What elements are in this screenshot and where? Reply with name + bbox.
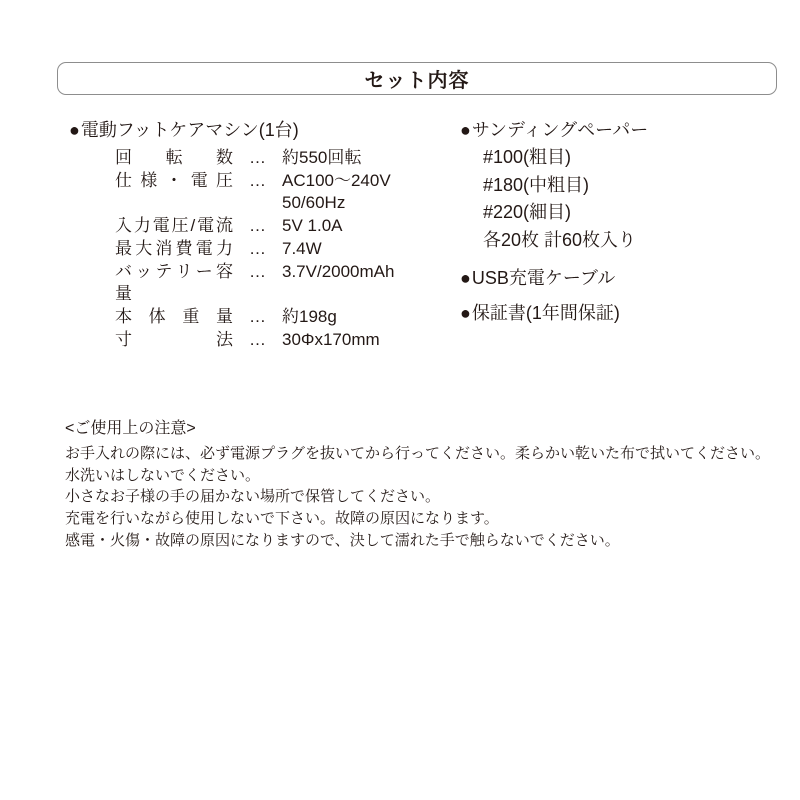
sanding-heading	[460, 118, 648, 142]
spec-label: 最大消費電力	[115, 238, 233, 258]
spec-value: 3.7V/2000mAh	[282, 261, 395, 281]
spec-label: 寸法	[115, 329, 233, 349]
sanding-items-list	[483, 144, 648, 254]
list-item: #100(粗目)	[483, 147, 572, 167]
section-title: セット内容	[364, 70, 470, 92]
list-item: 各20枚 計60枚入り	[483, 229, 637, 250]
bullet-icon: ●	[460, 303, 471, 323]
spec-label: 仕様・電圧	[115, 170, 233, 190]
spec-value: 約550回転	[282, 148, 362, 167]
spec-row-voltage	[115, 170, 394, 193]
spec-separator: …	[249, 261, 266, 281]
spec-row-battery	[115, 261, 394, 306]
spec-value: 50/60Hz	[282, 193, 346, 213]
spec-separator: …	[249, 238, 266, 258]
spec-row-weight	[115, 306, 394, 329]
usage-note-line: 感電・火傷・故障の原因になりますので、決して濡れた手で触らないでください。	[65, 531, 620, 549]
usb-cable-label: USB充電ケーブル	[471, 268, 616, 288]
spec-label: 本体重量	[115, 306, 233, 326]
spec-value: 約198g	[282, 306, 337, 326]
spec-value: 5V 1.0A	[282, 216, 343, 236]
machine-section	[69, 118, 394, 351]
usage-note-line: 水洗いはしないでください。	[65, 466, 261, 484]
spec-separator: …	[249, 216, 266, 236]
spec-label: 回転数	[115, 148, 233, 167]
spec-table	[115, 147, 394, 351]
spec-value: AC100～240V	[282, 170, 391, 190]
spec-row-input	[115, 215, 394, 238]
usage-note-line: お手入れの際には、必ず電源プラグを抜いてから行ってください。柔らかい乾いた布で拭いてください。	[65, 445, 771, 462]
spec-value: 30Φx170mm	[282, 329, 380, 349]
spec-value: 7.4W	[282, 238, 322, 258]
spec-separator: …	[249, 148, 266, 167]
warranty-item	[460, 301, 620, 325]
usb-cable-item	[460, 266, 615, 290]
section-title-box	[57, 62, 777, 95]
spec-separator: …	[249, 306, 266, 326]
spec-label: 入力電圧/電流	[115, 216, 233, 236]
usage-notes-heading: <ご使用上の注意>	[65, 420, 196, 437]
list-item: #180(中粗目)	[483, 174, 590, 195]
bullet-icon: ●	[69, 120, 80, 140]
usage-note-line: 小さなお子様の手の届かない場所で保管してください。	[65, 488, 441, 506]
list-item: #220(細目)	[483, 202, 572, 222]
sanding-paper-section	[460, 118, 648, 254]
spec-row-voltage-cont	[115, 192, 394, 215]
spec-separator: …	[249, 329, 266, 349]
spec-separator	[233, 192, 282, 215]
spec-row-rotation	[115, 147, 394, 170]
bullet-icon: ●	[460, 268, 471, 288]
usage-note-line: 充電を行いながら使用しないで下さい。故障の原因になります。	[65, 510, 499, 528]
spec-separator: …	[249, 170, 266, 190]
spec-row-power	[115, 238, 394, 261]
spec-label	[115, 192, 233, 215]
warranty-label: 保証書(1年間保証)	[471, 303, 620, 323]
usage-notes-section	[65, 418, 775, 552]
spec-label: バッテリー容量	[115, 261, 233, 304]
machine-heading	[69, 118, 394, 142]
spec-row-dimensions	[115, 329, 394, 352]
machine-heading-label: 電動フットケアマシン(1台)	[80, 120, 299, 140]
sanding-heading-label: サンディングペーパー	[471, 120, 649, 140]
bullet-icon: ●	[460, 120, 471, 140]
